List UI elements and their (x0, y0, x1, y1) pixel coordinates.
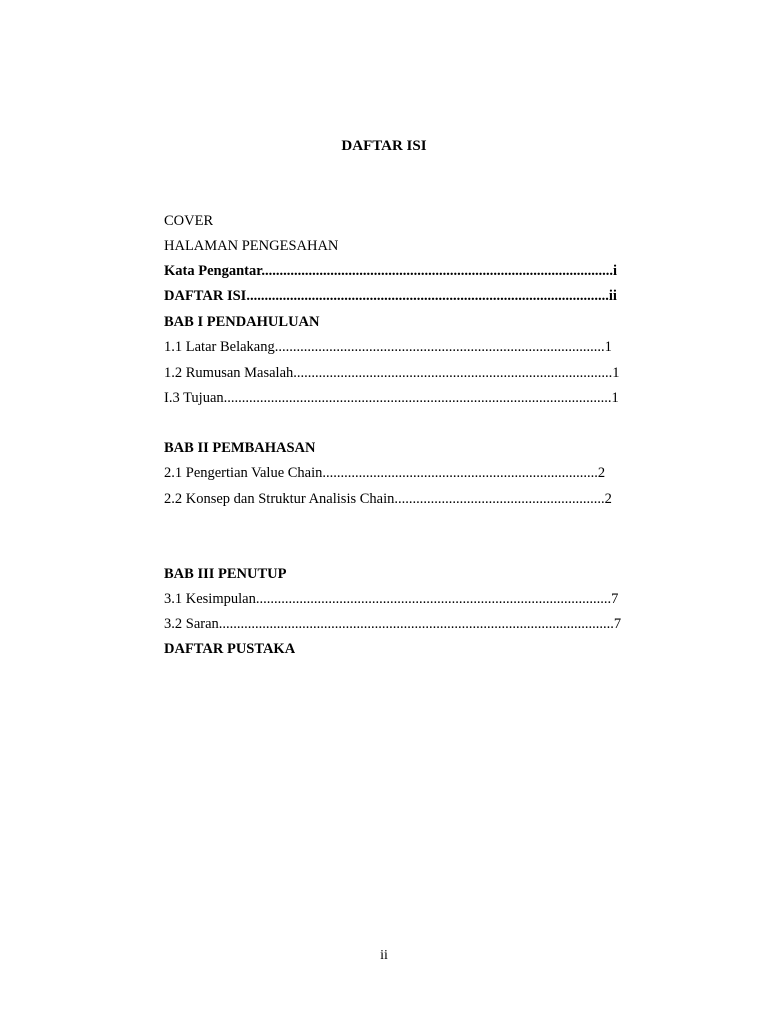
toc-entry-cover: COVER (164, 213, 214, 229)
toc-entry-rumusan-masalah: 1.2 Rumusan Masalah........................................................................................1 (164, 365, 620, 381)
toc-heading-bab-3: BAB III PENUTUP (164, 566, 287, 582)
toc-heading-bab-2: BAB II PEMBAHASAN (164, 440, 316, 456)
toc-entry-latar-belakang: 1.1 Latar Belakang...........................................................................................1 (164, 339, 612, 355)
toc-entry-saran: 3.2 Saran.............................................................................................................7 (164, 616, 622, 632)
toc-heading-daftar-pustaka: DAFTAR PUSTAKA (164, 641, 296, 657)
toc-entry-halaman-pengesahan: HALAMAN PENGESAHAN (164, 238, 339, 254)
toc-entry-kata-pengantar: Kata Pengantar.................................................................................................i (164, 263, 617, 279)
toc-entry-pengertian-value-chain: 2.1 Pengertian Value Chain............................................................................2 (164, 465, 606, 481)
toc-entry-daftar-isi: DAFTAR ISI....................................................................................................ii (164, 288, 617, 304)
toc-entry-kesimpulan: 3.1 Kesimpulan..................................................................................................7 (164, 591, 619, 607)
toc-entry-tujuan: I.3 Tujuan...........................................................................................................1 (164, 390, 619, 406)
page-title: DAFTAR ISI (341, 138, 427, 154)
page-number: ii (380, 948, 388, 963)
toc-heading-bab-1: BAB I PENDAHULUAN (164, 314, 320, 330)
toc-entry-konsep-struktur: 2.2 Konsep dan Struktur Analisis Chain..........................................................2 (164, 491, 612, 507)
